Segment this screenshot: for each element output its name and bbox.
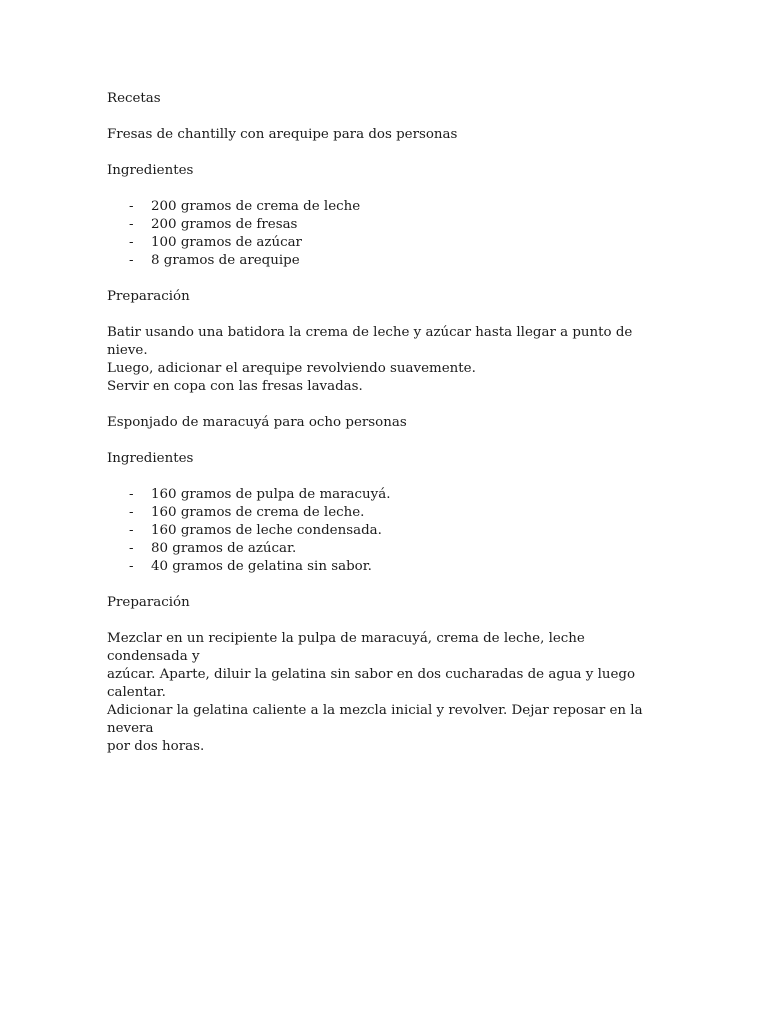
recipe-1-ingredients-label: Ingredientes [107, 163, 194, 178]
bullet-dash: - [129, 235, 134, 250]
document-page [107, 90, 667, 756]
ingredient-text: 8 gramos de arequipe [151, 253, 300, 268]
document-heading: Recetas [107, 91, 161, 106]
bullet-dash: - [129, 559, 134, 574]
ingredient-text: 80 gramos de azúcar. [151, 541, 297, 556]
list-item [107, 486, 667, 504]
list-item [107, 252, 667, 270]
ingredient-text: 160 gramos de crema de leche. [151, 505, 365, 520]
list-item [107, 216, 667, 234]
ingredient-text: 200 gramos de crema de leche [151, 199, 361, 214]
recipe-1-preparation-text [107, 324, 667, 396]
bullet-dash: - [129, 253, 134, 268]
list-item [107, 504, 667, 522]
recipe-2-ingredient-list [107, 486, 667, 576]
recipe-1-ingredient-list [107, 198, 667, 270]
ingredient-text: 160 gramos de leche condensada. [151, 523, 382, 538]
preparation-line: Servir en copa con las fresas lavadas. [107, 379, 363, 394]
recipe-2-ingredients-label: Ingredientes [107, 451, 194, 466]
ingredient-text: 160 gramos de pulpa de maracuyá. [151, 487, 391, 502]
preparation-line: azúcar. Aparte, diluir la gelatina sin sabor en dos cucharadas de agua y luego calentar. [107, 667, 636, 700]
recipe-1-title: Fresas de chantilly con arequipe para dos personas [107, 127, 458, 142]
preparation-line: por dos horas. [107, 739, 205, 754]
recipe-2-preparation-text [107, 630, 667, 756]
list-item [107, 558, 667, 576]
list-item [107, 234, 667, 252]
ingredient-text: 100 gramos de azúcar [151, 235, 302, 250]
list-item [107, 198, 667, 216]
bullet-dash: - [129, 505, 134, 520]
recipe-2-title: Esponjado de maracuyá para ocho personas [107, 415, 407, 430]
recipe-1-preparation-label: Preparación [107, 289, 190, 304]
bullet-dash: - [129, 487, 134, 502]
bullet-dash: - [129, 217, 134, 232]
preparation-line: Adicionar la gelatina caliente a la mezcla inicial y revolver. Dejar reposar en la nevera [107, 703, 643, 736]
bullet-dash: - [129, 541, 134, 556]
recipe-2-preparation-label: Preparación [107, 595, 190, 610]
bullet-dash: - [129, 523, 134, 538]
bullet-dash: - [129, 199, 134, 214]
ingredient-text: 200 gramos de fresas [151, 217, 298, 232]
preparation-line: Batir usando una batidora la crema de leche y azúcar hasta llegar a punto de nieve. [107, 325, 633, 358]
list-item [107, 540, 667, 558]
ingredient-text: 40 gramos de gelatina sin sabor. [151, 559, 372, 574]
list-item [107, 522, 667, 540]
preparation-line: Luego, adicionar el arequipe revolviendo suavemente. [107, 361, 476, 376]
preparation-line: Mezclar en un recipiente la pulpa de maracuyá, crema de leche, leche condensada y [107, 631, 585, 664]
